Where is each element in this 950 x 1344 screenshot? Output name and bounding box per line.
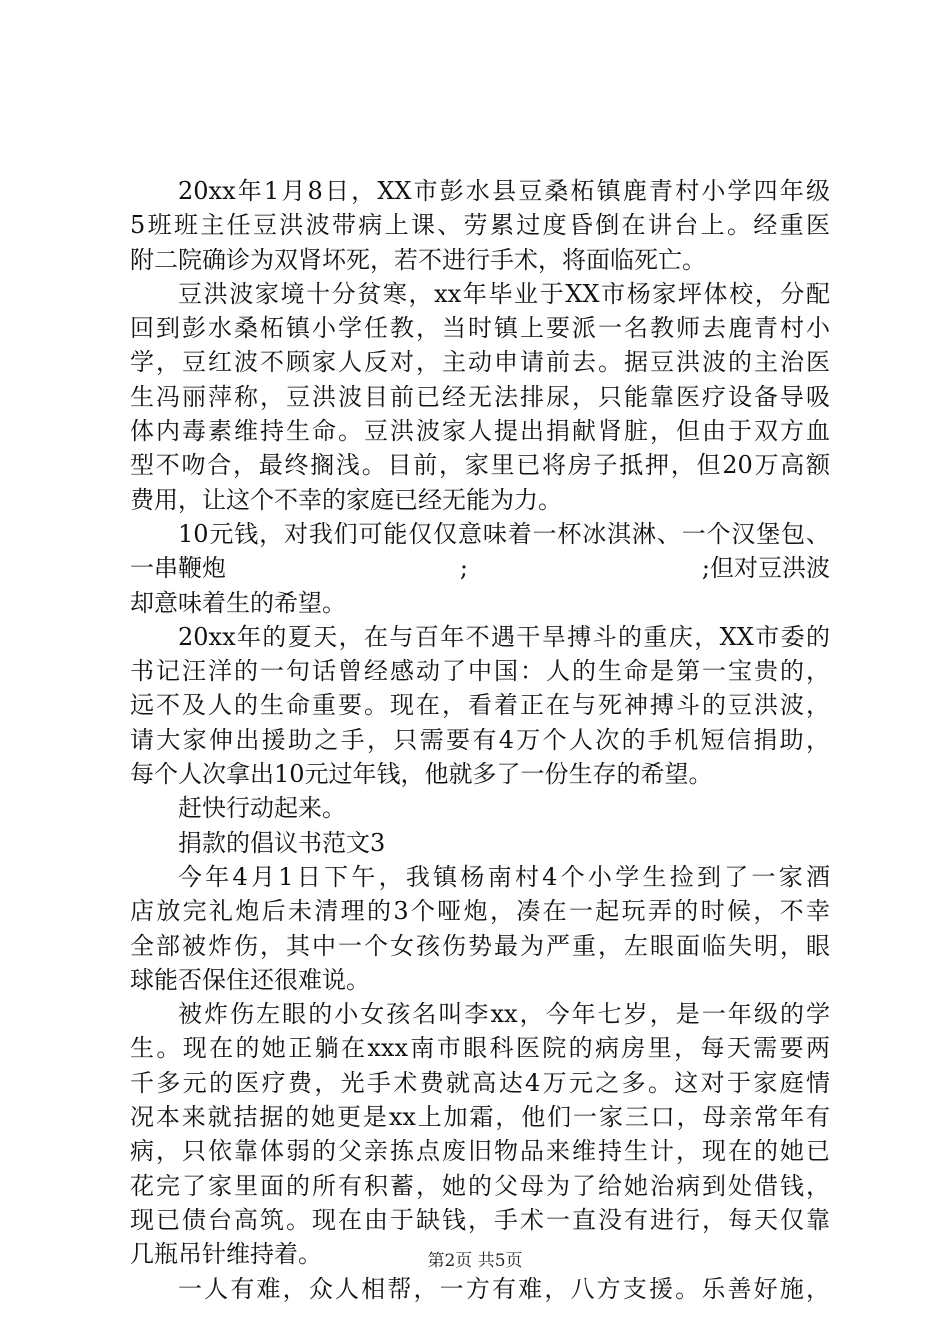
page-footer: 第2页 共5页: [427, 1251, 523, 1271]
text-line: 被炸伤左眼的小女孩名叫李xx，今年七岁，是一年级的学: [178, 1000, 830, 1029]
text-line: 千多元的医疗费，光手术费就高达4万元之多。这对于家庭情: [130, 1068, 830, 1097]
text-fragment: ;: [459, 554, 468, 583]
text-line: 回到彭水桑柘镇小学任教，当时镇上要派一名教师去鹿青村小: [130, 314, 830, 343]
text-line: 请大家伸出援助之手，只需要有4万个人次的手机短信捐助，: [130, 725, 830, 754]
text-line: 20xx年的夏天，在与百年不遇干旱搏斗的重庆，XX市委的: [178, 622, 830, 651]
text-line: 全部被炸伤，其中一个女孩伤势最为严重，左眼面临失明，眼: [130, 931, 830, 960]
text-line: 书记汪洋的一句话曾经感动了中国：人的生命是第一宝贵的，: [130, 657, 830, 686]
text-line: 费用，让这个不幸的家庭已经无能为力。: [130, 485, 562, 514]
text-line: 10元钱，对我们可能仅仅意味着一杯冰淇淋、一个汉堡包、: [178, 519, 830, 548]
text-line: 型不吻合，最终搁浅。目前，家里已将房子抵押，但20万高额: [130, 451, 830, 480]
text-line: 几瓶吊针维持着。: [130, 1240, 322, 1269]
text-line: 捐款的倡议书范文3: [178, 828, 386, 857]
text-line: 况本来就拮据的她更是xx上加霜，他们一家三口，母亲常年有: [130, 1103, 830, 1132]
text-line: 附二院确诊为双肾坏死，若不进行手术，将面临死亡。: [130, 245, 706, 274]
document-body: [130, 174, 830, 1306]
text-line: 今年4月1日下午，我镇杨南村4个小学生捡到了一家酒: [178, 862, 830, 891]
text-line: 花完了家里面的所有积蓄，她的父母为了给她治病到处借钱，: [130, 1171, 830, 1200]
text-line: 却意味着生的希望。: [130, 588, 346, 617]
text-line: 远不及人的生命重要。现在，看着正在与死神搏斗的豆洪波，: [130, 691, 830, 720]
text-line: 生。现在的她正躺在xxx南市眼科医院的病房里，每天需要两: [130, 1034, 830, 1063]
text-line: 20xx年1月8日，XX市彭水县豆桑柘镇鹿青村小学四年级: [178, 177, 830, 205]
text-line: 现已债台高筑。现在由于缺钱，手术一直没有进行，每天仅靠: [130, 1205, 830, 1234]
text-fragment: ;但对豆洪波: [701, 554, 830, 583]
text-line: [130, 551, 830, 585]
text-line: 学，豆红波不顾家人反对，主动申请前去。据豆洪波的主治医: [130, 348, 830, 377]
text-line: 5班班主任豆洪波带病上课、劳累过度昏倒在讲台上。经重医: [130, 211, 830, 240]
text-line: 每个人次拿出10元过年钱，他就多了一份生存的希望。: [130, 760, 713, 789]
text-line: 豆洪波家境十分贫寒，xx年毕业于XX市杨家坪体校，分配: [178, 279, 830, 308]
text-line: 一人有难，众人相帮，一方有难，八方支援。乐善好施，: [178, 1274, 830, 1303]
text-fragment: 一串鞭炮: [130, 554, 226, 583]
text-line: 赶快行动起来。: [178, 794, 346, 823]
text-line: 病，只依靠体弱的父亲拣点废旧物品来维持生计，现在的她已: [130, 1137, 830, 1166]
text-line: 球能否保住还很难说。: [130, 965, 370, 994]
text-line: 生冯丽萍称，豆洪波目前已经无法排尿，只能靠医疗设备导吸: [130, 382, 830, 411]
text-line: 店放完礼炮后未清理的3个哑炮，凑在一起玩弄的时候，不幸: [130, 897, 830, 926]
text-line: 体内毒素维持生命。豆洪波家人提出捐献肾脏，但由于双方血: [130, 417, 830, 446]
